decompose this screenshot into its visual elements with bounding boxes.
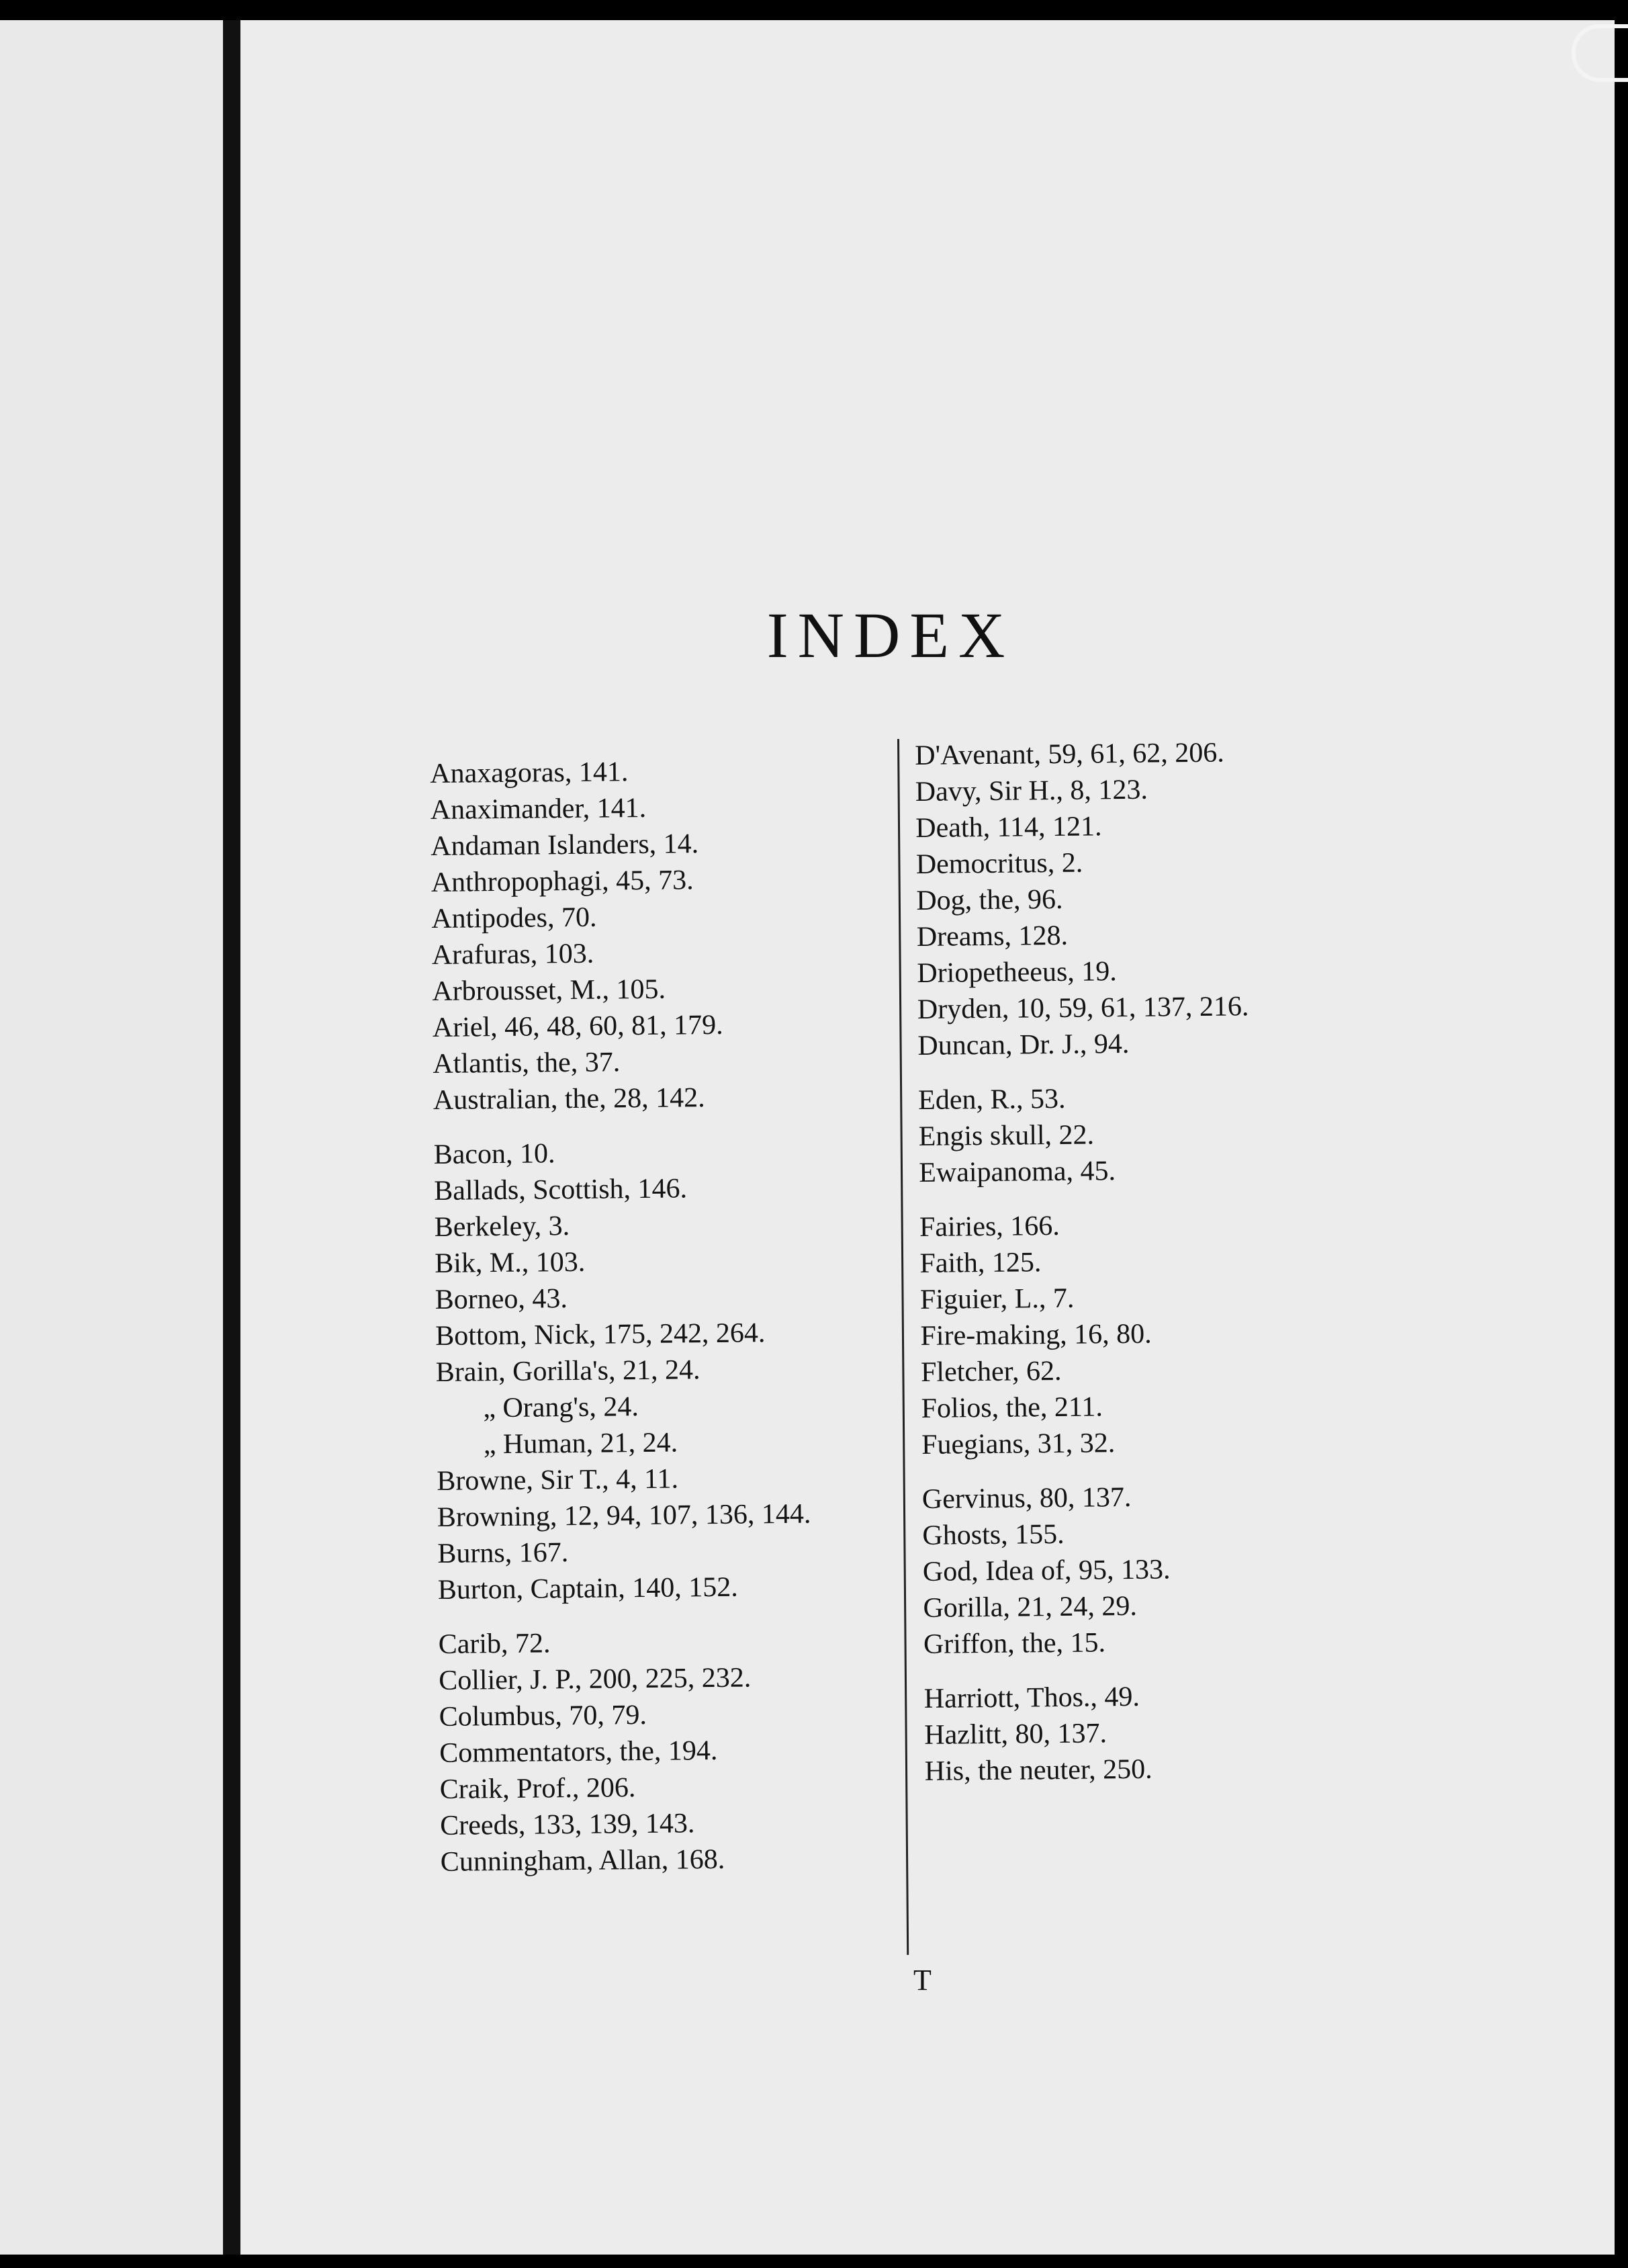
index-entry: His, the neuter, 250.	[924, 1753, 1152, 1787]
index-entry: Eden, R., 53.	[917, 1083, 1066, 1116]
index-entry: Dog, the, 96.	[916, 883, 1063, 916]
index-entry: Browning, 12, 94, 107, 136, 144.	[437, 1498, 811, 1533]
index-entry: Faith, 125.	[919, 1247, 1042, 1279]
index-entry: Fire-making, 16, 80.	[920, 1318, 1152, 1352]
index-entry: Gorilla, 21, 24, 29.	[923, 1590, 1138, 1624]
index-entry: Berkeley, 3.	[434, 1211, 570, 1243]
index-entry: Ariel, 46, 48, 60, 81, 179.	[432, 1009, 723, 1043]
index-entry: Australian, the, 28, 142.	[433, 1082, 705, 1116]
index-entry: Antipodes, 70.	[431, 902, 597, 934]
page-corner-curl	[1572, 24, 1628, 82]
index-entry: Brain, Gorilla's, 21, 24.	[435, 1354, 700, 1388]
index-entry: Death, 114, 121.	[915, 811, 1102, 844]
index-entry: Democritus, 2.	[915, 847, 1083, 880]
index-entry: Harriott, Thos., 49.	[923, 1681, 1140, 1714]
index-entry: Folios, the, 211.	[921, 1391, 1103, 1424]
index-entry: D'Avenant, 59, 61, 62, 206.	[915, 737, 1225, 771]
index-entry: Gervinus, 80, 137.	[921, 1481, 1132, 1515]
index-entry: Collier, J. P., 200, 225, 232.	[438, 1662, 752, 1696]
index-entry: Figuier, L., 7.	[919, 1282, 1075, 1315]
index-entry: Burns, 167.	[437, 1537, 569, 1569]
index-entry: Duncan, Dr. J., 94.	[917, 1028, 1130, 1061]
page-title: INDEX	[766, 599, 1015, 671]
index-entry: Griffon, the, 15.	[923, 1627, 1106, 1660]
index-entry: Ewaipanoma, 45.	[918, 1155, 1116, 1188]
index-entry: Creeds, 133, 139, 143.	[440, 1808, 695, 1841]
index-entry: Andaman Islanders, 14.	[431, 828, 699, 862]
index-entry: Craik, Prof., 206.	[439, 1772, 636, 1805]
index-entry: Fairies, 166.	[919, 1210, 1060, 1243]
index-entry: Ballads, Scottish, 146.	[433, 1173, 688, 1207]
index-entry: Driopetheeus, 19.	[917, 956, 1118, 989]
index-entry: Ghosts, 155.	[922, 1518, 1065, 1551]
index-entry: „ Human, 21, 24.	[483, 1427, 678, 1460]
index-entry: Anthropophagi, 45, 73.	[431, 865, 694, 898]
index-entry: Dreams, 128.	[916, 920, 1069, 953]
index-entry: Arbrousset, M., 105.	[432, 973, 666, 1007]
index-entry: Anaximander, 141.	[430, 792, 647, 826]
index-entry: Fletcher, 62.	[920, 1355, 1062, 1388]
facing-page	[0, 20, 223, 2255]
index-entry: God, Idea of, 95, 133.	[922, 1554, 1171, 1587]
index-entry: Anaxagoras, 141.	[430, 756, 629, 789]
index-entry: Davy, Sir H., 8, 123.	[915, 774, 1148, 808]
index-entry: Cunningham, Allan, 168.	[440, 1843, 725, 1878]
index-entry: Dryden, 10, 59, 61, 137, 216.	[917, 991, 1249, 1025]
index-entry: Borneo, 43.	[435, 1283, 568, 1315]
index-entry: Hazlitt, 80, 137.	[924, 1718, 1107, 1751]
index-entry: Commentators, the, 194.	[439, 1735, 718, 1769]
index-left-column	[430, 752, 815, 1880]
index-entry: „ Orang's, 24.	[483, 1391, 639, 1424]
book-spine	[223, 20, 240, 2255]
index-entry: Fuegians, 31, 32.	[921, 1428, 1116, 1460]
signature-mark: T	[913, 1964, 932, 1997]
index-entry: Browne, Sir T., 4, 11.	[437, 1463, 679, 1497]
index-right-column	[915, 734, 1256, 1790]
index-entry: Atlantis, the, 37.	[433, 1047, 621, 1080]
index-entry: Bacon, 10.	[433, 1138, 555, 1170]
index-entry: Bik, M., 103.	[435, 1246, 586, 1279]
index-entry: Columbus, 70, 79.	[439, 1699, 647, 1733]
index-entry: Engis skull, 22.	[918, 1119, 1095, 1152]
index-entry: Arafuras, 103.	[431, 938, 594, 971]
index-entry: Bottom, Nick, 175, 242, 264.	[435, 1317, 766, 1352]
index-entry: Burton, Captain, 140, 152.	[437, 1571, 738, 1606]
index-entry: Carib, 72.	[438, 1628, 551, 1660]
